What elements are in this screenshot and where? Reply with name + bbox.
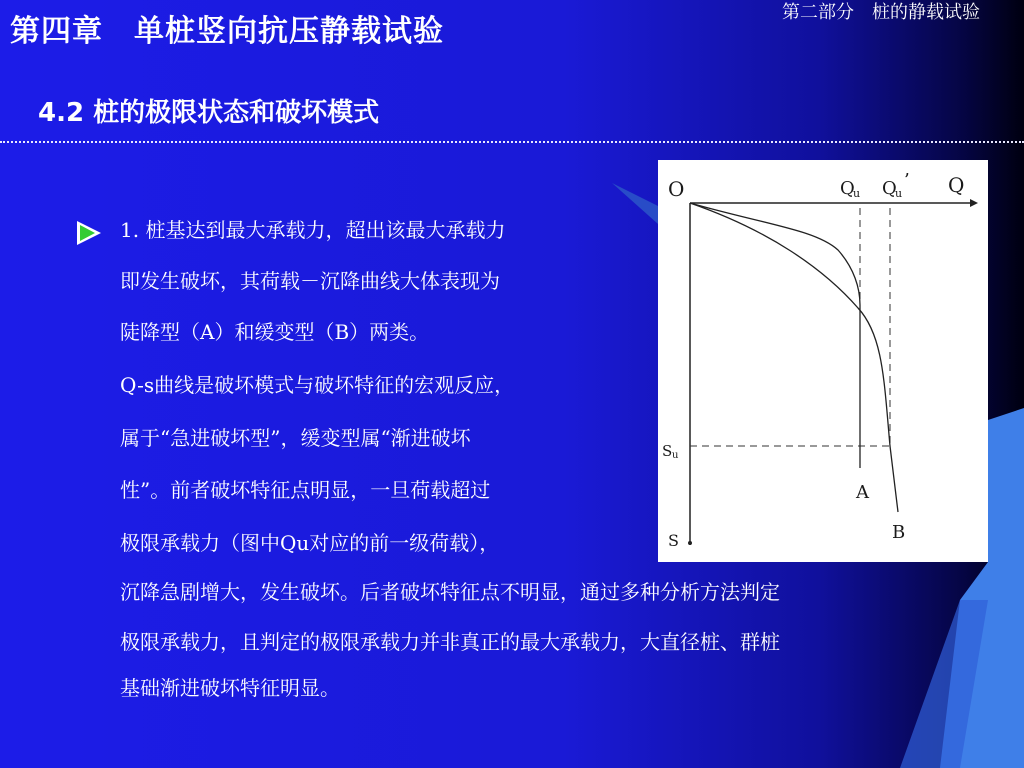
body-line-4: Q-s曲线是破坏模式与破坏特征的宏观反应， [120,373,515,397]
q-axis-arrow [970,199,978,207]
body-line-2: 即发生破坏，其荷载－沉降曲线大体表现为 [120,269,500,293]
body-line-5: 属于“急进破坏型”，缓变型属“渐进破坏 [120,426,471,450]
su-label: S [662,442,673,460]
su-subscript: u [672,450,679,461]
curve-b [690,203,898,512]
s-axis-label: S [668,531,679,550]
body-line-8: 沉降急剧增大，发生破坏。后者破坏特征点不明显，通过多种分析方法判定 [120,580,780,604]
triangle-right-icon [74,218,104,248]
dotted-divider [0,141,1024,143]
chapter-title: 第四章 单桩竖向抗压静载试验 [10,14,444,49]
body-line-3: 陡降型（A）和缓变型（B）两类。 [120,320,430,344]
body-line-10: 基础渐进破坏特征明显。 [120,676,340,700]
qs-curve-figure [658,160,988,562]
s-axis-end [688,541,692,545]
qs-curve-diagram [658,160,988,562]
body-line-7: 极限承载力（图中Qu对应的前一级荷载）， [120,531,500,555]
curve-a [690,203,860,468]
section-label: 第二部分 桩的静载试验 [782,2,980,23]
q-axis-label: Q [948,173,965,197]
body-line-9: 极限承载力，且判定的极限承载力并非真正的最大承载力，大直径桩、群桩 [120,630,780,654]
qu-prime-label: Q [882,178,897,199]
curve-b-label: B [892,522,906,543]
qu-subscript: u [853,187,861,200]
qu-label: Q [840,178,855,199]
body-line-1: 1. 桩基达到最大承载力，超出该最大承载力 [120,218,506,242]
origin-label: O [668,177,685,201]
qu-prime-mark: ’ [904,170,910,191]
qu-prime-subscript: u [895,187,903,200]
body-line-6: 性”。前者破坏特征点明显，一旦荷载超过 [120,478,491,502]
curve-a-label: A [856,482,869,503]
slide-subtitle: 4.2 桩的极限状态和破坏模式 [38,98,380,128]
